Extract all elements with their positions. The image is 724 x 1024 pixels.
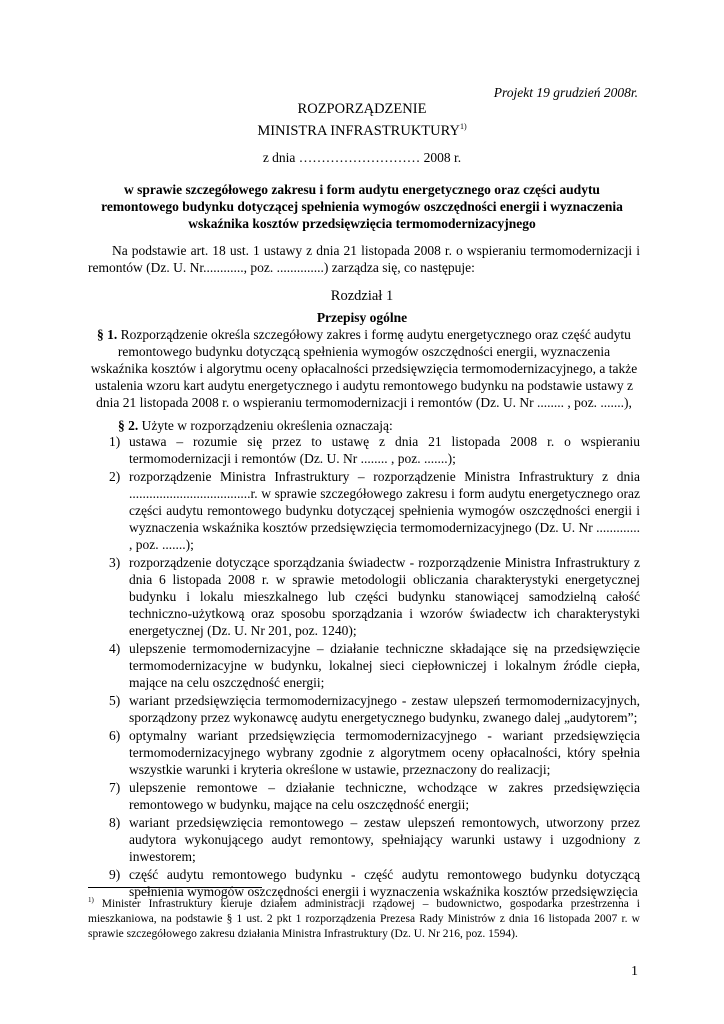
list-item [88, 814, 640, 865]
list-item-text: wariant przedsięwzięcia remontowego – zestaw ulepszeń remontowych, utworzony przez audytora wykonującego audyt remontowy, spełniający warunki ustawy i uzgodniony z inwestorem; [129, 815, 640, 864]
list-item-text: rozporządzenie Ministra Infrastruktury – rozporządzenie Ministra Infrastruktury z dnia ....................................r. w sprawie szczegółowego zakresu i form audytu energetycznego oraz części audytu remontowego budynku dotyczącej spełnienia wymogów oszczędności energii i wyznaczenia wskaźnika kosztów przedsięwzięcia termomodernizacyjnego (Dz. U. Nr ............. , poz. .......); [129, 469, 640, 552]
footnote-reference: 1) [459, 122, 467, 131]
list-item [88, 433, 640, 467]
list-item-number: 3) [109, 555, 121, 570]
section-2 [118, 417, 640, 434]
footnote [88, 893, 640, 942]
title-line-2-text: MINISTRA INFRASTRUKTURY [257, 122, 460, 139]
list-item-text: ustawa – rozumie się przez to ustawę z dnia 21 listopada 2008 r. o wspieraniu termomodernizacji i remontów (Dz. U. Nr ........ , poz. .......); [129, 434, 640, 466]
date-line: z dnia ……………………… 2008 r. [262, 150, 462, 165]
list-item-text: wariant przedsięwzięcia termomodernizacyjnego - zestaw ulepszeń termomodernizacyjnych, sporządzony przez wykonawcę audytu energetycznego budynku, zwanego dalej „audytorem”; [129, 693, 640, 725]
list-item-number: 8) [109, 815, 121, 830]
list-item-number: 4) [109, 641, 121, 656]
section-1 [88, 326, 640, 411]
footnote-divider [88, 887, 262, 888]
section-1-mark: § 1. [97, 327, 118, 342]
list-item [88, 779, 640, 813]
list-item-number: 9) [109, 867, 121, 882]
list-item-number: 1) [109, 434, 121, 449]
project-note: Projekt 19 grudzień 2008r. [493, 85, 638, 100]
list-item-text: optymalny wariant przedsięwzięcia termomodernizacyjnego - wariant przedsięwzięcia termomodernizacyjnego wybrany zgodnie z algorytmem oceny opłacalności, który spełnia wszystkie warunki i kryteria określone w ustawie, przeznaczony do realizacji; [129, 728, 640, 777]
list-item [88, 692, 640, 726]
chapter-title: Rozdział 1 [330, 288, 394, 304]
section-2-mark: § 2. [118, 418, 139, 433]
legal-basis-text: Na podstawie art. 18 ust. 1 ustawy z dnia 21 listopada 2008 r. o wspieraniu termomodernizacji i remontów (Dz. U. Nr............, poz. ..............) zarządza się, co następuje: [88, 243, 640, 275]
section-1-text: Rozporządzenie określa szczegółowy zakres i formę audytu energetycznego oraz część audytu remontowego budynku dotyczącą spełnienia wymogów oszczędności energii, wyznaczenia wskaźnika kosztów i algorytmu oceny opłacalności przedsięwzięcia termomodernizacyjnego, a także ustalenia wzoru kart audytu energetycznego i audytu remontowego budynku na podstawie ustawy z dnia 21 listopada 2008 r. o wspieraniu termomodernizacji i remontów (Dz. U. Nr ........ , poz. .......), [90, 327, 638, 410]
footnote-text: Minister Infrastruktury kieruje działem administracji rządowej – budownictwo, gospodarka przestrzenna i mieszkaniowa, na podstawie § 1 ust. 2 pkt 1 rozporządzenia Prezesa Rady Ministrów z dnia 16 listopada 2007 r. w sprawie szczegółowego zakresu działania Ministra Infrastruktury (Dz. U. Nr 216, poz. 1594). [88, 897, 640, 940]
list-item-text: ulepszenie termomodernizacyjne – działanie techniczne składające się na przedsięwzięcie termomodernizacyjne w budynku, lokalnej sieci ciepłowniczej i lokalnym źródle ciepła, mające na celu oszczędność energii; [129, 641, 640, 690]
list-item-number: 7) [109, 780, 121, 795]
list-item [88, 727, 640, 778]
title-line-1: ROZPORZĄDZENIE [297, 101, 427, 117]
legal-basis [88, 242, 640, 276]
list-item-text: rozporządzenie dotyczące sporządzania świadectw - rozporządzenie Ministra Infrastruktury z dnia 6 listopada 2008 r. w sprawie metodologii obliczania charakterystyki energetycznej budynku i lokalu mieszkalnego lub części budynku stanowiącej samodzielną całość techniczno-użytkową oraz sposobu sporządzania i wzorów świadectw ich charakterystyki energetycznej (Dz. U. Nr 201, poz. 1240); [129, 555, 640, 638]
list-item [88, 640, 640, 691]
list-item-number: 5) [109, 693, 121, 708]
list-item-number: 6) [109, 728, 121, 743]
title-line-2 [0, 118, 724, 140]
footnote-mark: 1) [88, 896, 94, 904]
list-item-text: część audytu remontowego budynku - część audytu remontowego budynku dotyczącą spełnienia wymogów oszczędności energii i wyznaczenia wskaźnika kosztów przedsięwzięcia [129, 867, 640, 899]
regulation-subject: w sprawie szczegółowego zakresu i form audytu energetycznego oraz części audytu remontowego budynku dotyczącej spełnienia wymogów oszczędności energii i wyznaczenia wskaźnika kosztów przedsięwzięcia termomodernizacyjnego [101, 182, 623, 231]
regulation-title [0, 101, 724, 140]
page-number: 1 [631, 964, 638, 979]
list-item [88, 468, 640, 553]
list-item-number: 2) [109, 469, 121, 484]
list-item-text: ulepszenie remontowe – działanie techniczne, wchodzące w zakres przedsięwzięcia remontowego w budynku, mające na celu oszczędność energii; [129, 780, 640, 812]
list-item [88, 554, 640, 639]
chapter-subtitle: Przepisy ogólne [316, 310, 408, 325]
section-2-text: Użyte w rozporządzeniu określenia oznaczają: [138, 418, 393, 433]
definitions-list [88, 433, 640, 901]
